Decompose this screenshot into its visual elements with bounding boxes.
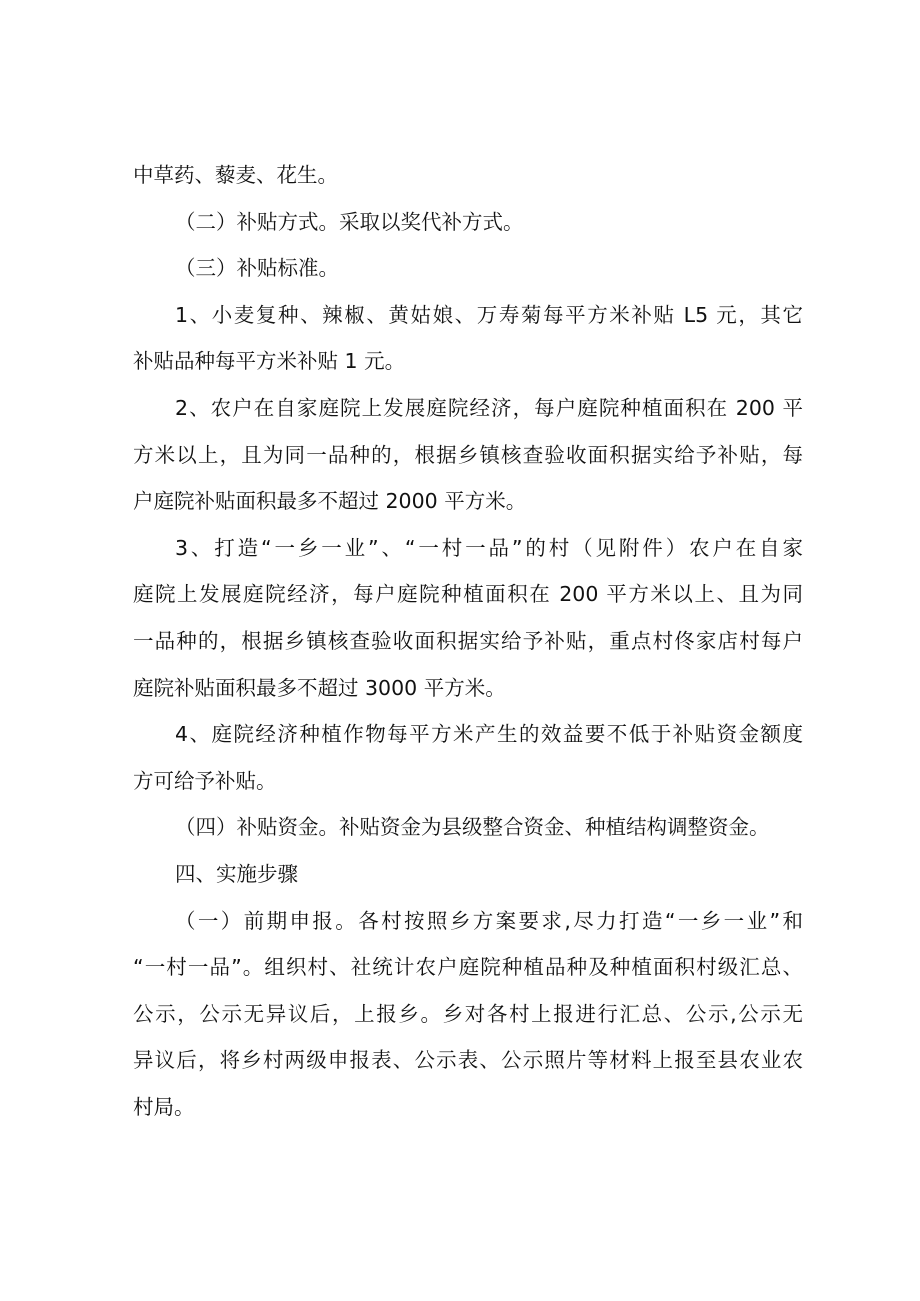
text-line: （一）前期申报。各村按照乡方案要求,尽力打造“一乡一业”和 (175, 908, 803, 933)
text-line: “一村一品”。组织村、社统计农户庭院种植品种及种植面积村级汇总、 (133, 955, 803, 980)
paragraph (133, 804, 803, 851)
paragraph (133, 385, 803, 525)
paragraph (133, 525, 803, 711)
text-line: 4、庭院经济种植作物每平方米产生的效益要不低于补贴资金额度 (175, 722, 803, 747)
text-line: 方米以上，且为同一品种的，根据乡镇核查验收面积据实给予补贴，每 (133, 442, 803, 467)
paragraph (133, 152, 803, 199)
text-line: （三）补贴标准。 (175, 256, 339, 281)
paragraph (133, 199, 803, 246)
text-line: 2、农户在自家庭院上发展庭院经济，每户庭院种植面积在 200 平 (175, 395, 803, 420)
text-line: 村局。 (133, 1094, 195, 1119)
document-body (133, 152, 803, 1130)
text-line: 补贴品种每平方米补贴 1 元。 (133, 349, 406, 374)
text-line: 1、小麦复种、辣椒、黄姑娘、万寿菊每平方米补贴 L5 元，其它 (175, 302, 803, 327)
text-line: 户庭院补贴面积最多不超过 2000 平方米。 (133, 489, 527, 514)
paragraph (133, 851, 803, 898)
text-line: 公示，公示无异议后，上报乡。乡对各村上报进行汇总、公示,公示无 (133, 1001, 803, 1026)
paragraph (133, 245, 803, 292)
text-line: 异议后，将乡村两级申报表、公示表、公示照片等材料上报至县农业农 (133, 1048, 803, 1073)
text-line: 中草药、藜麦、花生。 (133, 163, 338, 187)
text-line: 一品种的，根据乡镇核查验收面积据实给予补贴，重点村佟家店村每户 (133, 628, 803, 653)
text-line: 庭院上发展庭院经济，每户庭院种植面积在 200 平方米以上、且为同 (133, 582, 803, 607)
text-line: （二）补贴方式。采取以奖代补方式。 (175, 209, 524, 234)
text-line: 四、实施步骤 (175, 861, 298, 886)
text-line: （四）补贴资金。补贴资金为县级整合资金、种植结构调整资金。 (175, 815, 770, 840)
text-line: 庭院补贴面积最多不超过 3000 平方米。 (133, 675, 506, 700)
text-line: 3、打造“一乡一业”、“一村一品”的村（见附件）农户在自家 (175, 535, 803, 560)
text-line: 方可给予补贴。 (133, 768, 277, 793)
paragraph (133, 898, 803, 1131)
paragraph (133, 711, 803, 804)
paragraph (133, 292, 803, 385)
